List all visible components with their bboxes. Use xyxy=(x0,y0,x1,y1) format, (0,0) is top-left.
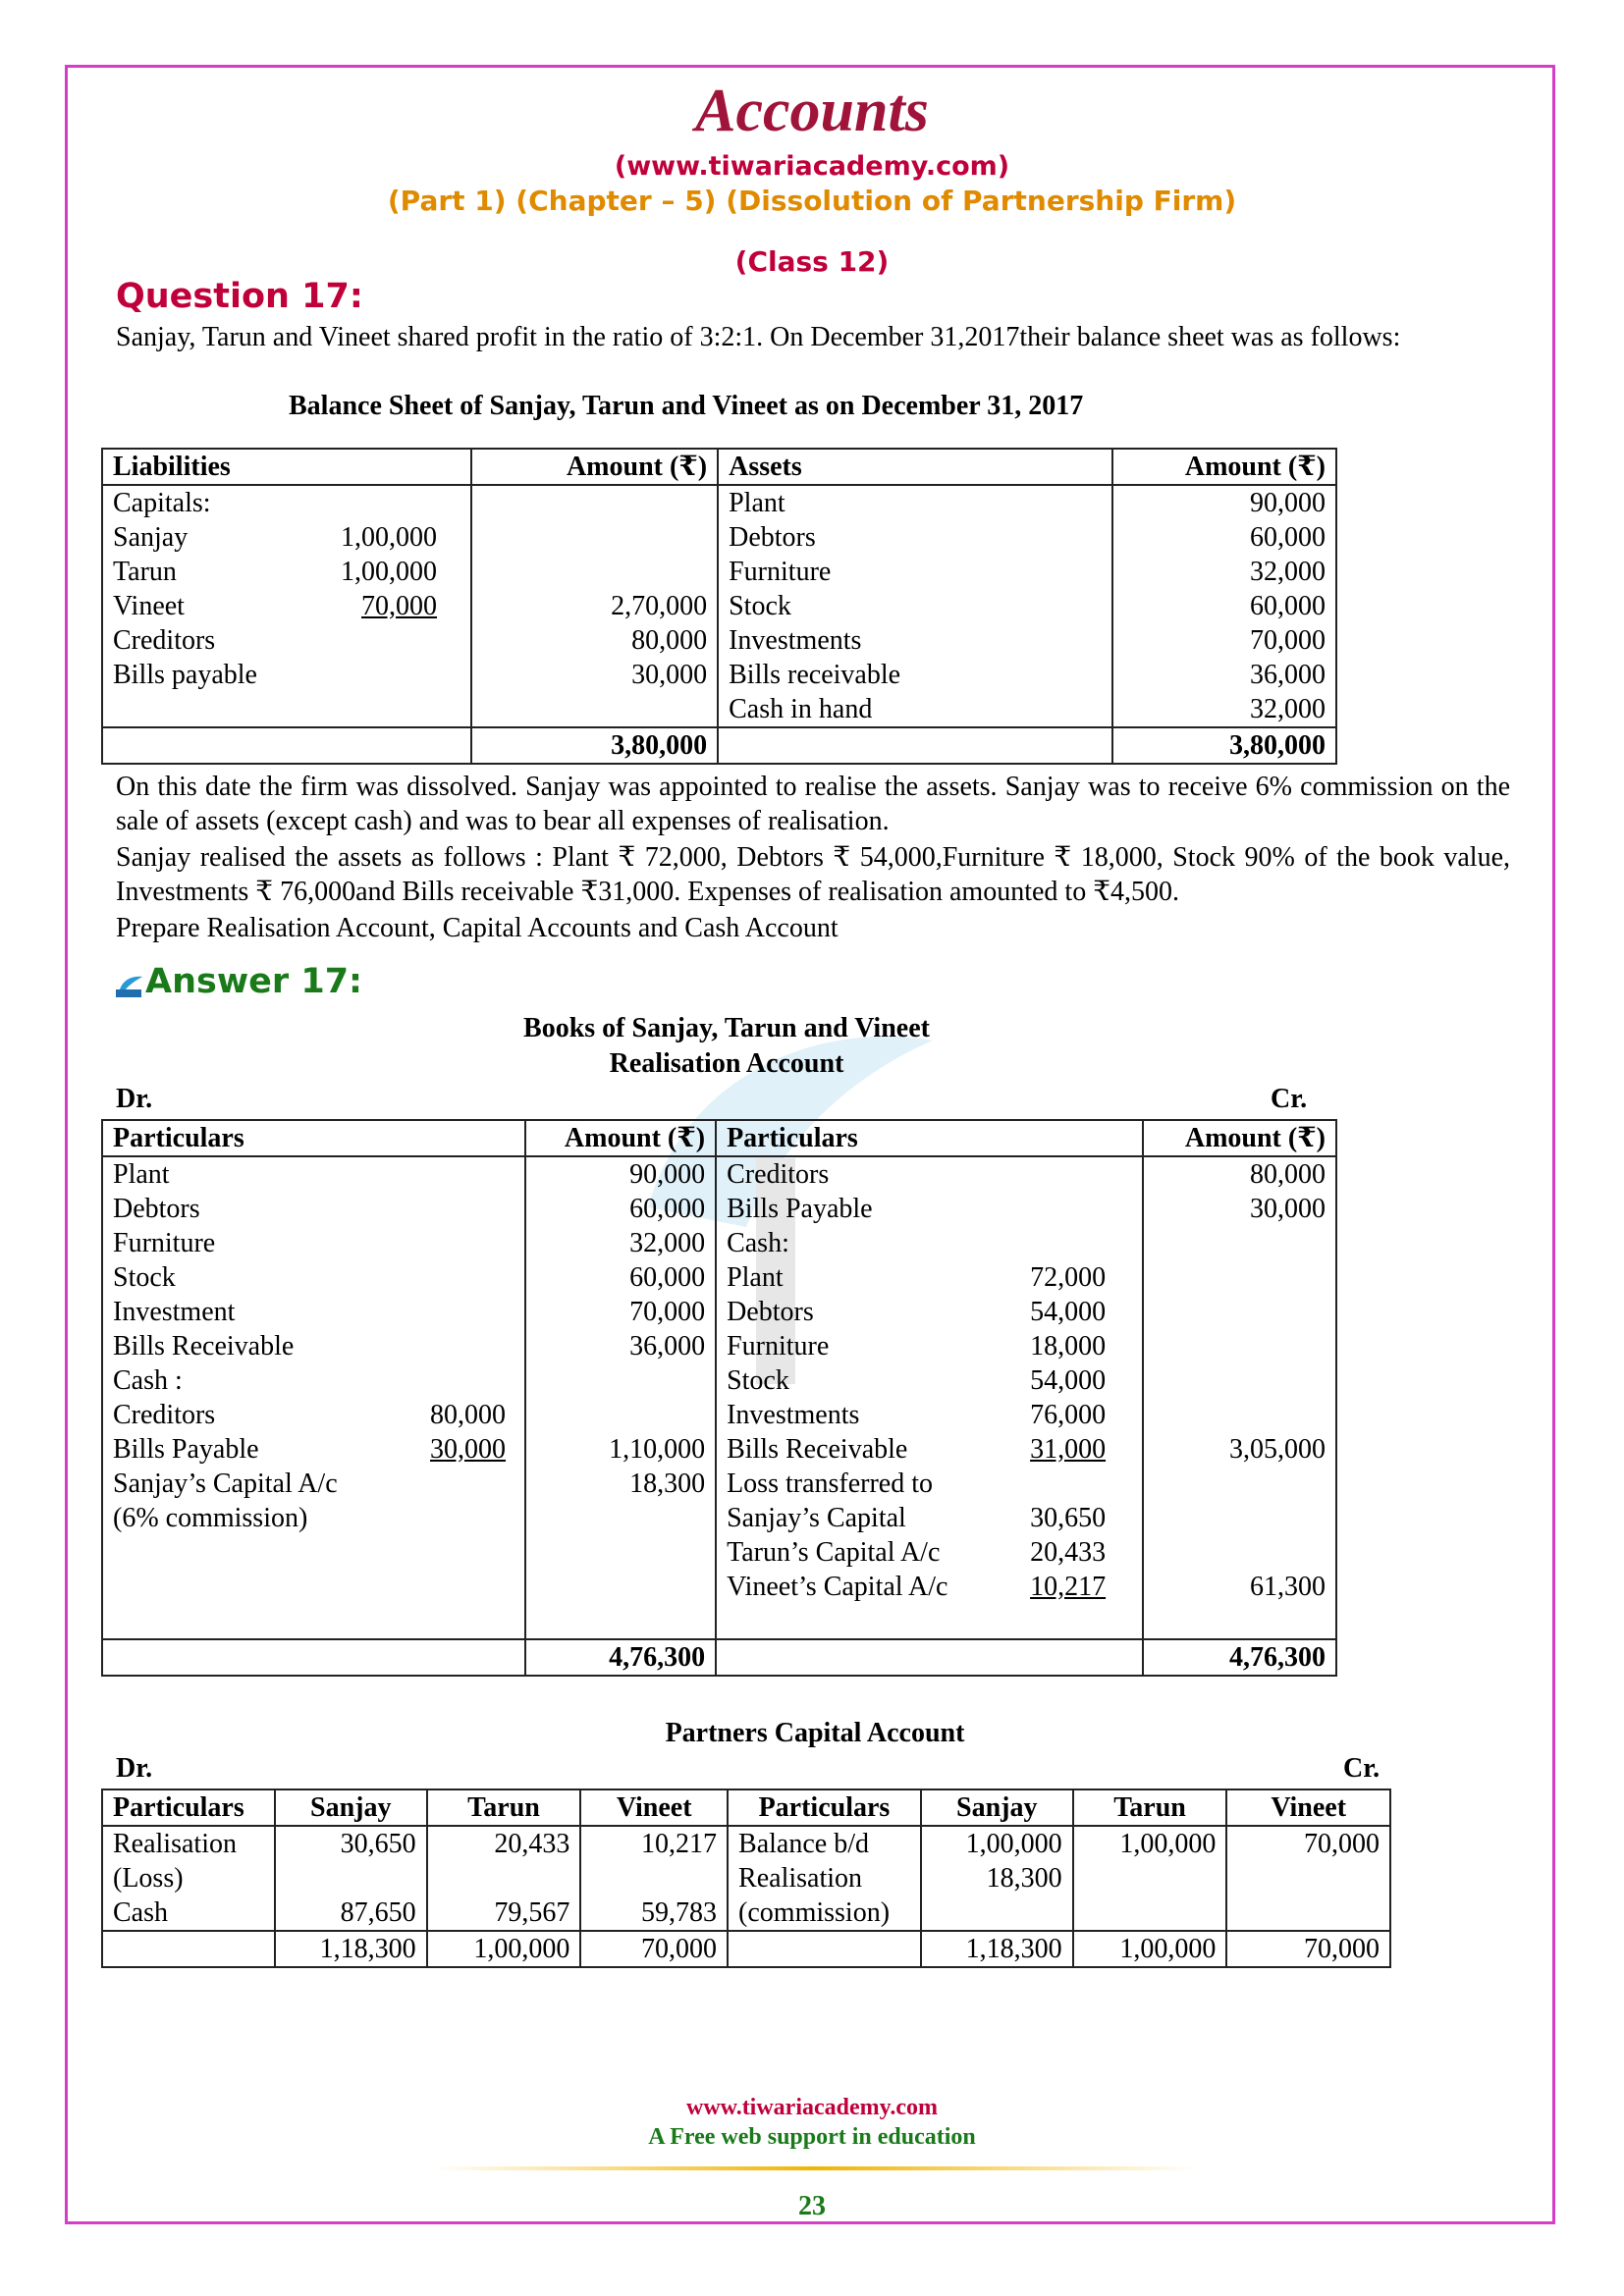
debit-item: Stock xyxy=(102,1260,525,1295)
header-vineet: Vineet xyxy=(580,1789,728,1826)
capital-total: 70,000 xyxy=(580,1931,728,1967)
capital-cell: (Loss) xyxy=(102,1861,275,1896)
capital-cell: 70,000 xyxy=(1226,1826,1390,1861)
credit-sub-amount: 30,650 xyxy=(1030,1503,1107,1533)
debit-amount: 18,300 xyxy=(525,1467,716,1501)
capital-total xyxy=(728,1931,921,1967)
credit-item: Bills Payable xyxy=(716,1192,1143,1226)
question-heading: Question 17: xyxy=(116,277,363,316)
credit-sub-amount: 72,000 xyxy=(1030,1262,1107,1293)
credit-item: Plant xyxy=(727,1262,784,1293)
capital-cell xyxy=(1073,1896,1227,1931)
liability-label: Bills payable xyxy=(102,658,471,692)
credit-item: Stock xyxy=(727,1365,789,1396)
capital-cell xyxy=(275,1861,427,1896)
header-sanjay: Sanjay xyxy=(275,1789,427,1826)
partner-capital: 70,000 xyxy=(361,591,437,621)
capital-cell: 20,433 xyxy=(427,1826,581,1861)
question-paragraph: Prepare Realisation Account, Capital Accounts and Cash Account xyxy=(116,913,839,943)
capital-cell: 79,567 xyxy=(427,1896,581,1931)
header-amount: Amount (₹) xyxy=(1143,1120,1336,1156)
credit-item: Vineet’s Capital A/c xyxy=(727,1572,948,1602)
credit-item: Investments xyxy=(727,1400,860,1430)
capital-account-title: Partners Capital Account xyxy=(665,1718,965,1748)
debit-item: Plant xyxy=(102,1156,525,1192)
capital-cell: 59,783 xyxy=(580,1896,728,1931)
capital-cell: 30,650 xyxy=(275,1826,427,1861)
total-assets: 3,80,000 xyxy=(1112,727,1336,764)
header-particulars: Particulars xyxy=(102,1120,525,1156)
total-liabilities: 3,80,000 xyxy=(471,727,719,764)
debit-item: Creditors xyxy=(113,1400,216,1430)
header-particulars: Particulars xyxy=(716,1120,1143,1156)
debit-amount: 36,000 xyxy=(525,1329,716,1363)
credit-item: Tarun’s Capital A/c xyxy=(727,1537,941,1568)
debit-amount: 32,000 xyxy=(525,1226,716,1260)
partner-capital: 1,00,000 xyxy=(341,557,437,587)
asset-label: Plant xyxy=(718,485,1112,520)
books-title: Books of Sanjay, Tarun and Vineet xyxy=(523,1013,930,1043)
quill-icon xyxy=(116,976,143,999)
debit-amount: 60,000 xyxy=(525,1192,716,1226)
partners-capital-table xyxy=(101,1789,1391,1968)
capital-cell xyxy=(1226,1896,1390,1931)
header-vineet: Vineet xyxy=(1226,1789,1390,1826)
liability-value: 30,000 xyxy=(471,658,719,692)
capital-cell xyxy=(427,1861,581,1896)
asset-label: Cash in hand xyxy=(718,692,1112,727)
debit-amount: 90,000 xyxy=(525,1156,716,1192)
chapter-info: (Part 1) (Chapter – 5) (Dissolution of Partnership Firm) xyxy=(387,185,1237,217)
debit-amount: 60,000 xyxy=(525,1260,716,1295)
realisation-title: Realisation Account xyxy=(609,1048,844,1079)
asset-value: 36,000 xyxy=(1112,658,1336,692)
debit-item: (6% commission) xyxy=(102,1501,525,1535)
asset-value: 60,000 xyxy=(1112,520,1336,555)
credit-sub-amount: 54,000 xyxy=(1030,1297,1107,1327)
credit-item: Debtors xyxy=(727,1297,814,1327)
header-liabilities: Liabilities xyxy=(102,449,471,485)
header-amount: Amount (₹) xyxy=(525,1120,716,1156)
asset-label: Investments xyxy=(718,623,1112,658)
capital-cell: 87,650 xyxy=(275,1896,427,1931)
asset-label: Stock xyxy=(718,589,1112,623)
debit-item: Debtors xyxy=(102,1192,525,1226)
balance-sheet-title: Balance Sheet of Sanjay, Tarun and Vineet as on December 31, 2017 xyxy=(289,391,1084,421)
credit-item: Furniture xyxy=(727,1331,830,1362)
credit-sub-amount: 20,433 xyxy=(1030,1537,1107,1568)
debit-item: Sanjay’s Capital A/c xyxy=(102,1467,525,1501)
total-debit: 4,76,300 xyxy=(525,1639,716,1676)
capital-cell: 1,00,000 xyxy=(1073,1826,1227,1861)
debit-label: Dr. xyxy=(116,1084,153,1114)
credit-item: Cash: xyxy=(716,1226,1143,1260)
capital-cell: (commission) xyxy=(728,1896,921,1931)
capital-cell xyxy=(1073,1861,1227,1896)
credit-sub-amount: 54,000 xyxy=(1030,1365,1107,1396)
site-url[interactable]: (www.tiwariacademy.com) xyxy=(614,151,1010,182)
credit-item: Creditors xyxy=(716,1156,1143,1192)
asset-value: 32,000 xyxy=(1112,692,1336,727)
credit-sub-amount: 76,000 xyxy=(1030,1400,1107,1430)
capital-total: 2,70,000 xyxy=(471,589,719,623)
asset-value: 70,000 xyxy=(1112,623,1336,658)
debit-item: Bills Receivable xyxy=(102,1329,525,1363)
credit-label: Cr. xyxy=(1343,1753,1380,1784)
capital-cell: Cash xyxy=(102,1896,275,1931)
header-assets: Assets xyxy=(718,449,1112,485)
capital-cell: 18,300 xyxy=(921,1861,1073,1896)
asset-value: 60,000 xyxy=(1112,589,1336,623)
question-paragraph: On this date the firm was dissolved. Sanjay was appointed to realise the assets. Sanjay was to receive 6% commission on the sale of assets (except cash) and was to bear all expenses of realisation. xyxy=(116,772,1510,836)
capital-cell xyxy=(580,1861,728,1896)
partner-name: Vineet xyxy=(113,591,185,621)
credit-amount: 61,300 xyxy=(1143,1570,1336,1604)
page-number: 23 xyxy=(798,2191,826,2221)
capital-total: 1,18,300 xyxy=(275,1931,427,1967)
credit-item: Sanjay’s Capital xyxy=(727,1503,906,1533)
asset-label: Debtors xyxy=(718,520,1112,555)
footer-site-link[interactable]: www.tiwariacademy.com xyxy=(686,2095,938,2120)
credit-item: Loss transferred to xyxy=(716,1467,1143,1501)
credit-amount: 30,000 xyxy=(1143,1192,1336,1226)
capital-cell: Balance b/d xyxy=(728,1826,921,1861)
header-amount: Amount (₹) xyxy=(1112,449,1336,485)
capital-cell xyxy=(1226,1861,1390,1896)
header-sanjay: Sanjay xyxy=(921,1789,1073,1826)
class-info: (Class 12) xyxy=(734,245,890,278)
answer-heading: Answer 17: xyxy=(145,962,363,1001)
capital-cell: Realisation xyxy=(102,1826,275,1861)
debit-sub-amount: 80,000 xyxy=(430,1400,506,1430)
header-particulars: Particulars xyxy=(728,1789,921,1826)
debit-amount: 1,10,000 xyxy=(525,1432,716,1467)
capital-total: 1,00,000 xyxy=(1073,1931,1227,1967)
credit-label: Cr. xyxy=(1271,1084,1308,1114)
capital-total: 70,000 xyxy=(1226,1931,1390,1967)
credit-sub-amount: 31,000 xyxy=(1030,1434,1107,1465)
capital-cell xyxy=(921,1896,1073,1931)
capital-total: 1,00,000 xyxy=(427,1931,581,1967)
footer-divider xyxy=(432,2166,1198,2170)
debit-item: Cash : xyxy=(102,1363,525,1398)
total-credit: 4,76,300 xyxy=(1143,1639,1336,1676)
question-paragraph: Sanjay realised the assets as follows : Plant ₹ 72,000, Debtors ₹ 54,000,Furniture ₹ 18,000, Stock 90% of the book value, Investments ₹ 76,000and Bills receivable ₹31,000. Expenses of realisation amounted to ₹4,500. xyxy=(116,842,1510,907)
credit-sub-amount: 18,000 xyxy=(1030,1331,1107,1362)
header-particulars: Particulars xyxy=(102,1789,275,1826)
asset-label: Furniture xyxy=(718,555,1112,589)
liability-label: Capitals: xyxy=(102,485,471,520)
debit-amount: 70,000 xyxy=(525,1295,716,1329)
debit-sub-amount: 30,000 xyxy=(430,1434,506,1465)
partner-name: Sanjay xyxy=(113,522,189,553)
footer-tagline: A Free web support in education xyxy=(648,2124,976,2150)
debit-label: Dr. xyxy=(116,1753,153,1784)
capital-total xyxy=(102,1931,275,1967)
asset-value: 32,000 xyxy=(1112,555,1336,589)
header-tarun: Tarun xyxy=(1073,1789,1227,1826)
credit-sub-amount: 10,217 xyxy=(1030,1572,1107,1602)
liability-label: Creditors xyxy=(102,623,471,658)
credit-amount: 80,000 xyxy=(1143,1156,1336,1192)
page-title: Accounts xyxy=(695,78,929,144)
liability-value: 80,000 xyxy=(471,623,719,658)
capital-cell: 10,217 xyxy=(580,1826,728,1861)
partner-name: Tarun xyxy=(113,557,177,587)
capital-cell: Realisation xyxy=(728,1861,921,1896)
header-tarun: Tarun xyxy=(427,1789,581,1826)
debit-item: Bills Payable xyxy=(113,1434,259,1465)
realisation-account-table xyxy=(101,1119,1337,1677)
partner-capital: 1,00,000 xyxy=(341,522,437,553)
balance-sheet-table xyxy=(101,448,1337,765)
credit-amount: 3,05,000 xyxy=(1143,1432,1336,1467)
asset-value: 90,000 xyxy=(1112,485,1336,520)
credit-item: Bills Receivable xyxy=(727,1434,908,1465)
question-intro: Sanjay, Tarun and Vineet shared profit in the ratio of 3:2:1. On December 31,2017their balance sheet was as follows: xyxy=(116,322,1401,352)
debit-item: Furniture xyxy=(102,1226,525,1260)
asset-label: Bills receivable xyxy=(718,658,1112,692)
capital-total: 1,18,300 xyxy=(921,1931,1073,1967)
header-amount: Amount (₹) xyxy=(471,449,719,485)
debit-item: Investment xyxy=(102,1295,525,1329)
capital-cell: 1,00,000 xyxy=(921,1826,1073,1861)
